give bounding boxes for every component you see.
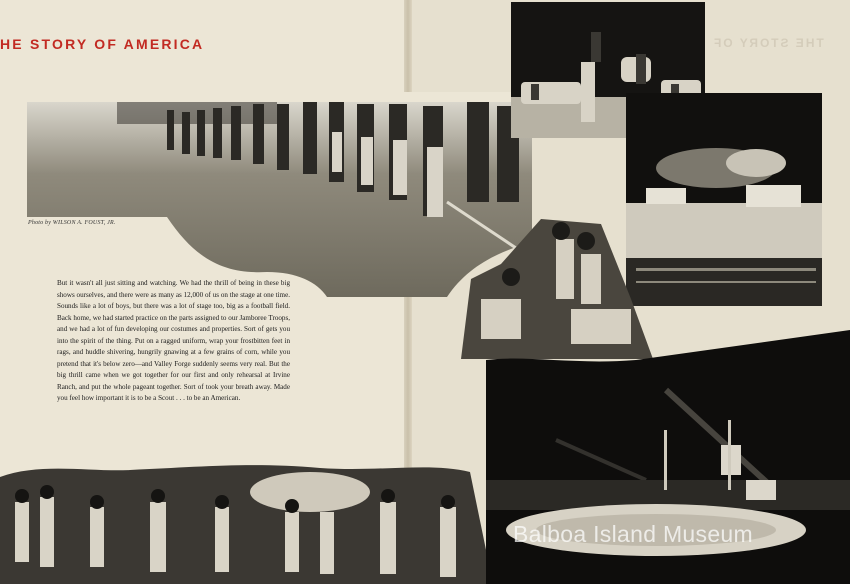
photo-credit: Photo by WILSON A. FOUST, JR. — [28, 220, 116, 226]
battle-smoke-photo — [626, 93, 822, 306]
marching-troops-photo — [27, 92, 532, 297]
body-paragraph: But it wasn't all just sitting and watching. We had the thrill of being in these big shows ourselves, and there were as many as 12,000 of us on the stage at one time. Sounds like a lot of boys, but there was a lot of stage too, big as a football field. Back home, we had started practice on the parts assigned to our Jamboree Troops, and we had a lot of fun developing our costumes and properties. Sort of gets you into the spirit of the thing. Put on a ragged uniform, wrap your frostbitten feet in rags, and huddle shivering, hungrily gnawing at a few grains of corn, while you pretend that it's below zero—and Valley Forge suddenly seems very real. But the big thrill came when we got together for our first and only rehearsal at Irvine Ranch, and put the whole pageant together. Sort of took your breath away. Made you feel how important it is to be a Scout . . . to be an American. — [57, 279, 290, 402]
page-headline: HE STORY OF AMERICA — [0, 36, 205, 52]
museum-watermark: Balboa Island Museum — [513, 521, 753, 547]
bleed-through-headline: THE STORY OF — [712, 36, 824, 50]
covered-wagon-pageant-photo — [0, 462, 493, 584]
